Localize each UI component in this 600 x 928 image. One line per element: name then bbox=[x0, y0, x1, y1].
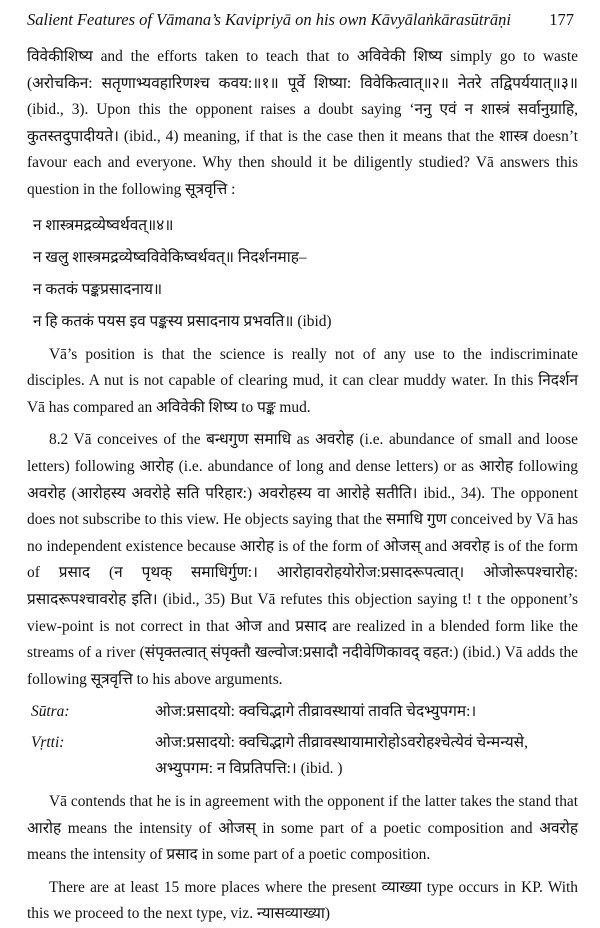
paragraph-2: Vā’s position is that the science is really not of any use to the indiscriminate disciples. A nut is not capable of clearing mud, it can clear muddy water. In this निदर्शन Vā has compared an अविवेकी शिष्य to पङ्क mud. bbox=[27, 345, 578, 416]
sutra-block bbox=[27, 210, 578, 338]
paragraph-1: विवेकीशिष्य and the efforts taken to teach that to अविवेकी शिष्य simply go to waste (अरोचकिन: सतृणाभ्यवहारिणश्च कवय:॥१॥ पूर्वे शिष्या: विवेकित्वात्॥२॥ नेतरे तद्विपर्ययात्॥३॥ (ibid., 3). Upon this the opponent raises a doubt saying ‘ननु एवं न शास्त्रं सर्वानुग्राहि, कुतस्तदुपादीयते। (ibid., 4) meaning, if that is the case then it means that the शास्त्र doesn’t favour each and everyone. Why then should it be diligently studied? Vā answers this question in the following सूत्रवृत्ति : bbox=[27, 48, 578, 198]
sutra-vrtti-block bbox=[27, 699, 578, 783]
vrtti-line-2: अभ्युपगम: न विप्रतिपत्ति:। (ibid. ) bbox=[155, 760, 343, 778]
running-title: Salient Features of Vāmana’s Kavipriyā on his own Kāvyālaṅkārasūtrāṇi bbox=[27, 10, 511, 29]
sutra-line-1: न शास्त्रमद्रव्येष्वर्थवत्॥४॥ bbox=[33, 216, 174, 234]
vrtti-line-1: ओज:प्रसादयो: क्वचिद्भागे तीव्रावस्थायामारोहोऽवरोहश्चेत्येवं चेन्मन्यसे, bbox=[155, 733, 528, 751]
sutra-row bbox=[27, 699, 578, 726]
sutra-line-4: न हि कतकं पयस इव पङ्कस्य प्रसादनाय प्रभवति॥ (ibid) bbox=[33, 312, 332, 330]
paragraph-3: 8.2 Vā conceives of the बन्धगुण समाधि as अवरोह (i.e. abundance of small and loose letters) following आरोह (i.e. abundance of long and dense letters) or as आरोह following अवरोह (आरोहस्य अवरोहे सति परिहार:) अवरोहस्य वा आरोहे सतीति। ibid., 34). The opponent does not subscribe to this view. He objects saying that the समाधि गुण conceived by Vā has no independent existence because आरोह is of the form of ओजस् and अवरोह is of the form of प्रसाद (न पृथक् समाधिर्गुण:। आरोहावरोहयोरोज:प्रसादरूपत्वात्। ओजोरूपश्चारोह: प्रसादरूपश्चावरोह इति। (ibid., 35) But Vā refutes this objection saying t! t the opponent’s view-point is not correct in that ओज and प्रसाद are realized in a blended form like the streams of a river (संपृक्तत्वात् संपृक्तौ खल्वोज:प्रसादौ नदीवेणिकावद् वहत:) (ibid.) Vā adds the following सूत्रवृत्ति to his above arguments. bbox=[27, 431, 578, 688]
sutra-label: Sūtra: bbox=[31, 703, 70, 721]
sutra-line-2: न खलु शास्त्रमद्रव्येष्वविवेकिष्वर्थवत्॥ निदर्शनमाह– bbox=[33, 248, 307, 266]
running-header bbox=[27, 10, 578, 44]
sutra-text: ओज:प्रसादयो: क्वचिद्भागे तीव्रावस्थायां तावति चेदभ्युपगम:। bbox=[155, 703, 477, 721]
page-number: 177 bbox=[549, 10, 574, 29]
vrtti-text bbox=[99, 730, 578, 783]
paragraph-4: Vā contends that he is in agreement with the opponent if the latter takes the stand that आरोह means the intensity of ओजस् in some part of a poetic composition and अवरोह means the intensity of प्रसाद in some part of a poetic composition. bbox=[27, 793, 578, 864]
paragraph-5: There are at least 15 more places where the present व्याख्या type occurs in KP. With this we proceed to the next type, viz. न्यासव्याख्या) bbox=[27, 878, 578, 923]
vrtti-row bbox=[27, 730, 578, 783]
vrtti-label: Vṛtti: bbox=[31, 733, 65, 751]
sutra-line-3: न कतकं पङ्कप्रसादनाय॥ bbox=[33, 280, 163, 298]
